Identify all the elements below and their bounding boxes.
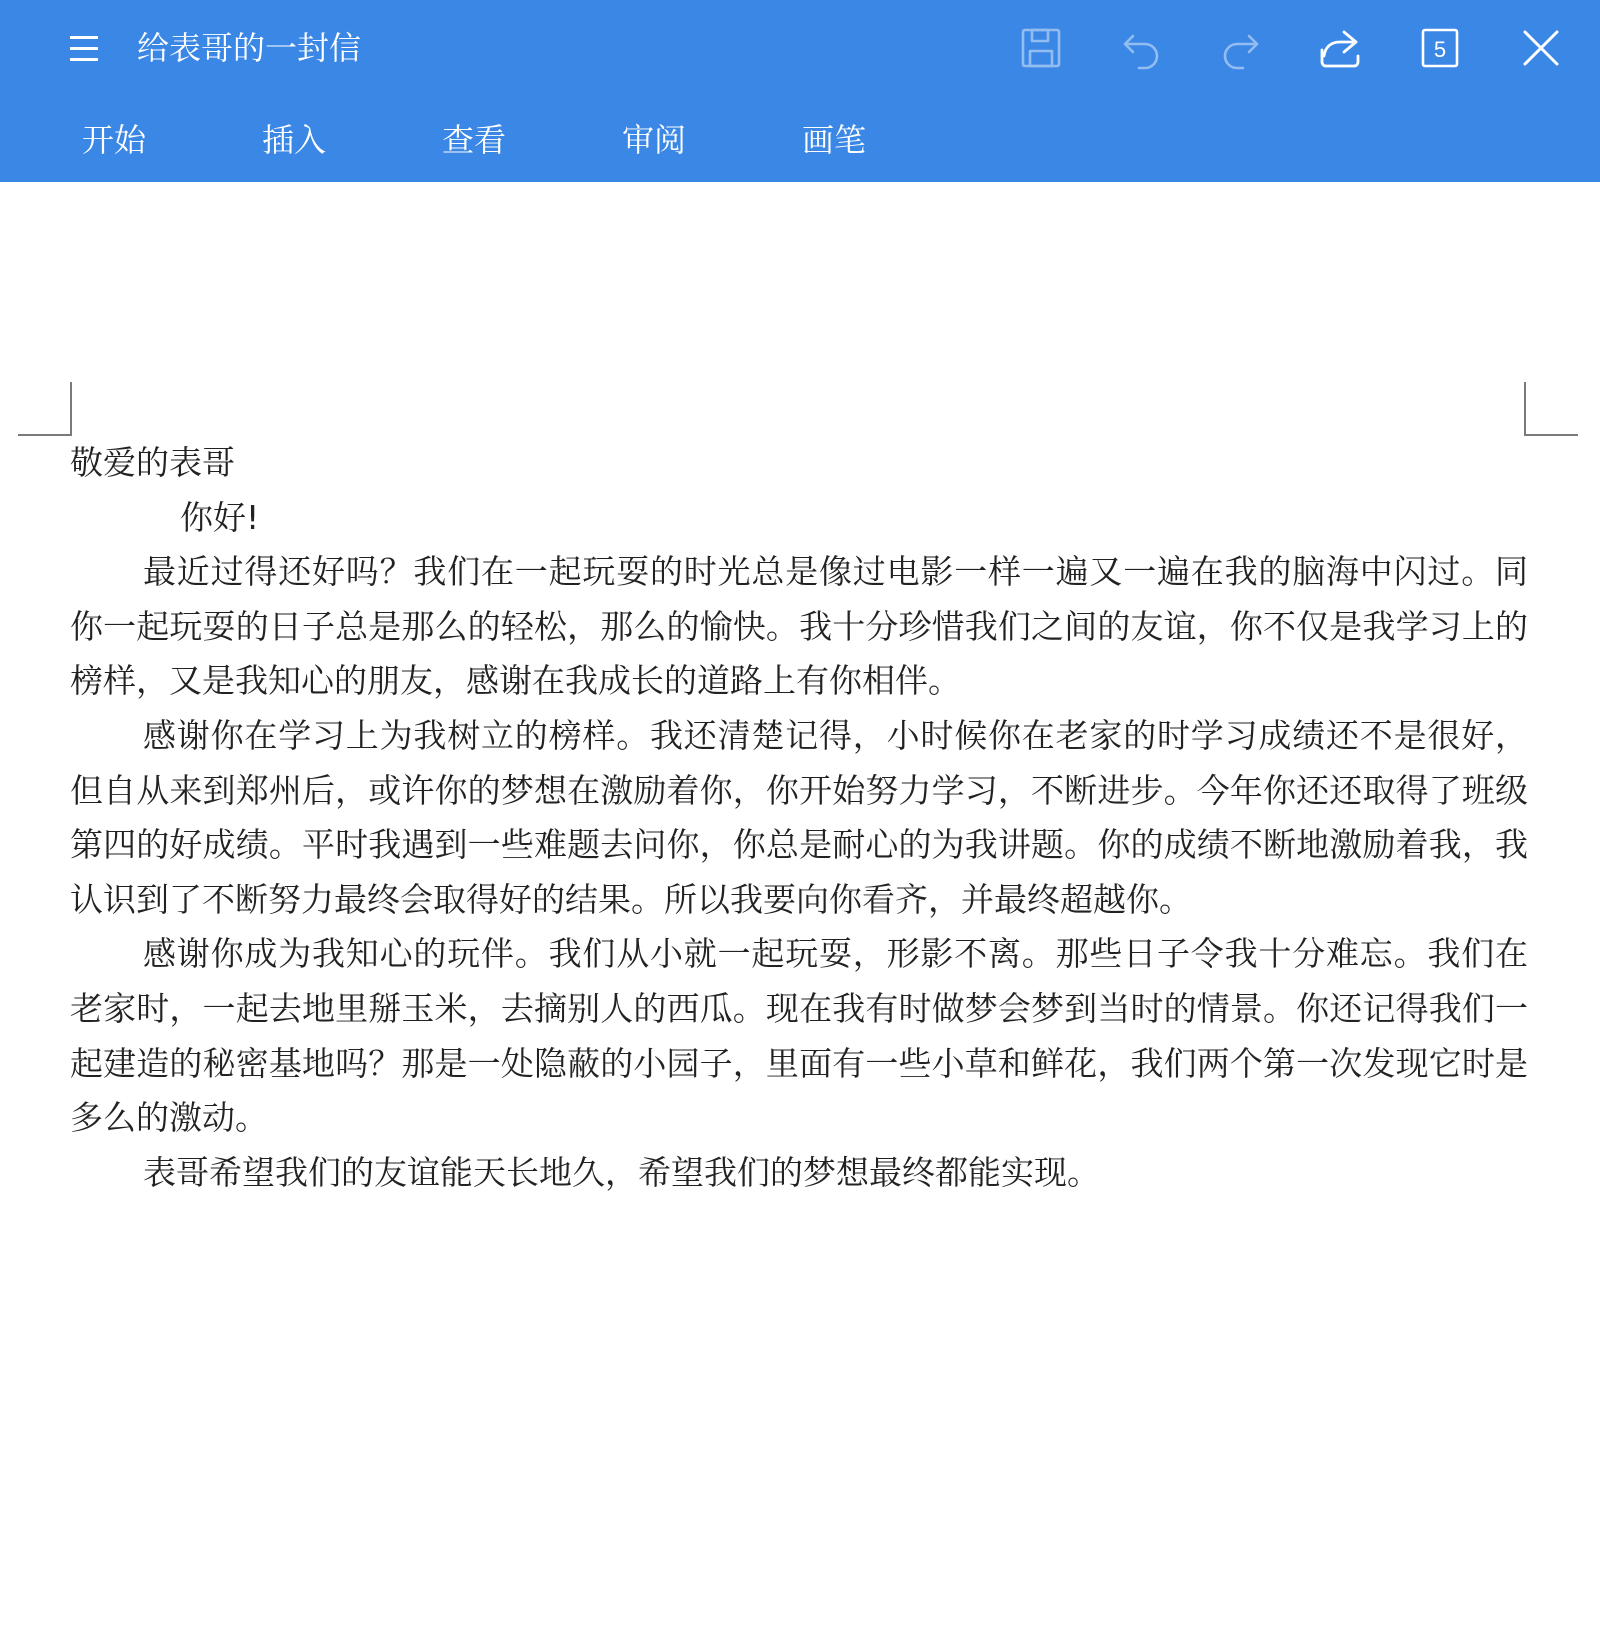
tab-review[interactable]: 审阅 — [622, 121, 687, 159]
paragraph: 感谢你在学习上为我树立的榜样。我还清楚记得，小时候你在老家的时学习成绩还不是很好，但自从来到郑州后，或许你的梦想在激励着你，你开始努力学习，不断进步。今年你还还取得了班级第四的好成绩。平时我遇到一些难题去问你，你总是耐心的为我讲题。你的成绩不断地激励着我，我认识到了不断努力最终会取得好的结果。所以我要向你看齐，并最终超越你。 — [70, 715, 1528, 919]
document-page[interactable] — [0, 182, 1600, 1647]
hamburger-menu-icon[interactable] — [66, 28, 106, 68]
app-header — [0, 0, 1600, 182]
letter-greeting: 敬爱的表哥 — [70, 443, 235, 482]
tab-home[interactable]: 开始 — [82, 121, 147, 159]
share-icon[interactable] — [1316, 24, 1364, 72]
tab-pen[interactable]: 画笔 — [802, 121, 867, 159]
tab-insert[interactable]: 插入 — [262, 121, 327, 159]
letter-salutation: 你好! — [180, 497, 260, 537]
tab-view[interactable]: 查看 — [442, 121, 507, 159]
document-title: 给表哥的一封信 — [137, 29, 362, 67]
page-count-icon[interactable] — [1416, 24, 1464, 72]
title-bar — [0, 0, 1600, 96]
paragraph: 感谢你成为我知心的玩伴。我们从小就一起玩耍，形影不离。那些日子令我十分难忘。我们在老家时，一起去地里掰玉米，去摘别人的西瓜。现在我有时做梦会梦到当时的情景。你还记得我们一起建造的秘密基地吗？那是一处隐蔽的小园子，里面有一些小草和鲜花，我们两个第一次发现它时是多么的激动。 — [70, 934, 1528, 1138]
ribbon-tabs — [0, 110, 1600, 170]
margin-corner-top-right — [1524, 382, 1578, 436]
close-icon[interactable] — [1517, 24, 1565, 72]
save-icon[interactable] — [1017, 24, 1065, 72]
page-count-label: 5 — [1433, 37, 1447, 62]
paragraph: 表哥希望我们的友谊能天长地久，希望我们的梦想最终都能实现。 — [143, 1152, 1100, 1192]
paragraph: 最近过得还好吗？我们在一起玩耍的时光总是像过电影一样一遍又一遍在我的脑海中闪过。同你一起玩耍的日子总是那么的轻松，那么的愉快。我十分珍惜我们之间的友谊，你不仅是我学习上的榜样，又是我知心的朋友，感谢在我成长的道路上有你相伴。 — [70, 552, 1528, 701]
undo-icon[interactable] — [1117, 24, 1165, 72]
redo-icon[interactable] — [1217, 24, 1265, 72]
margin-corner-top-left — [18, 382, 72, 436]
document-body[interactable] — [70, 436, 1528, 1200]
